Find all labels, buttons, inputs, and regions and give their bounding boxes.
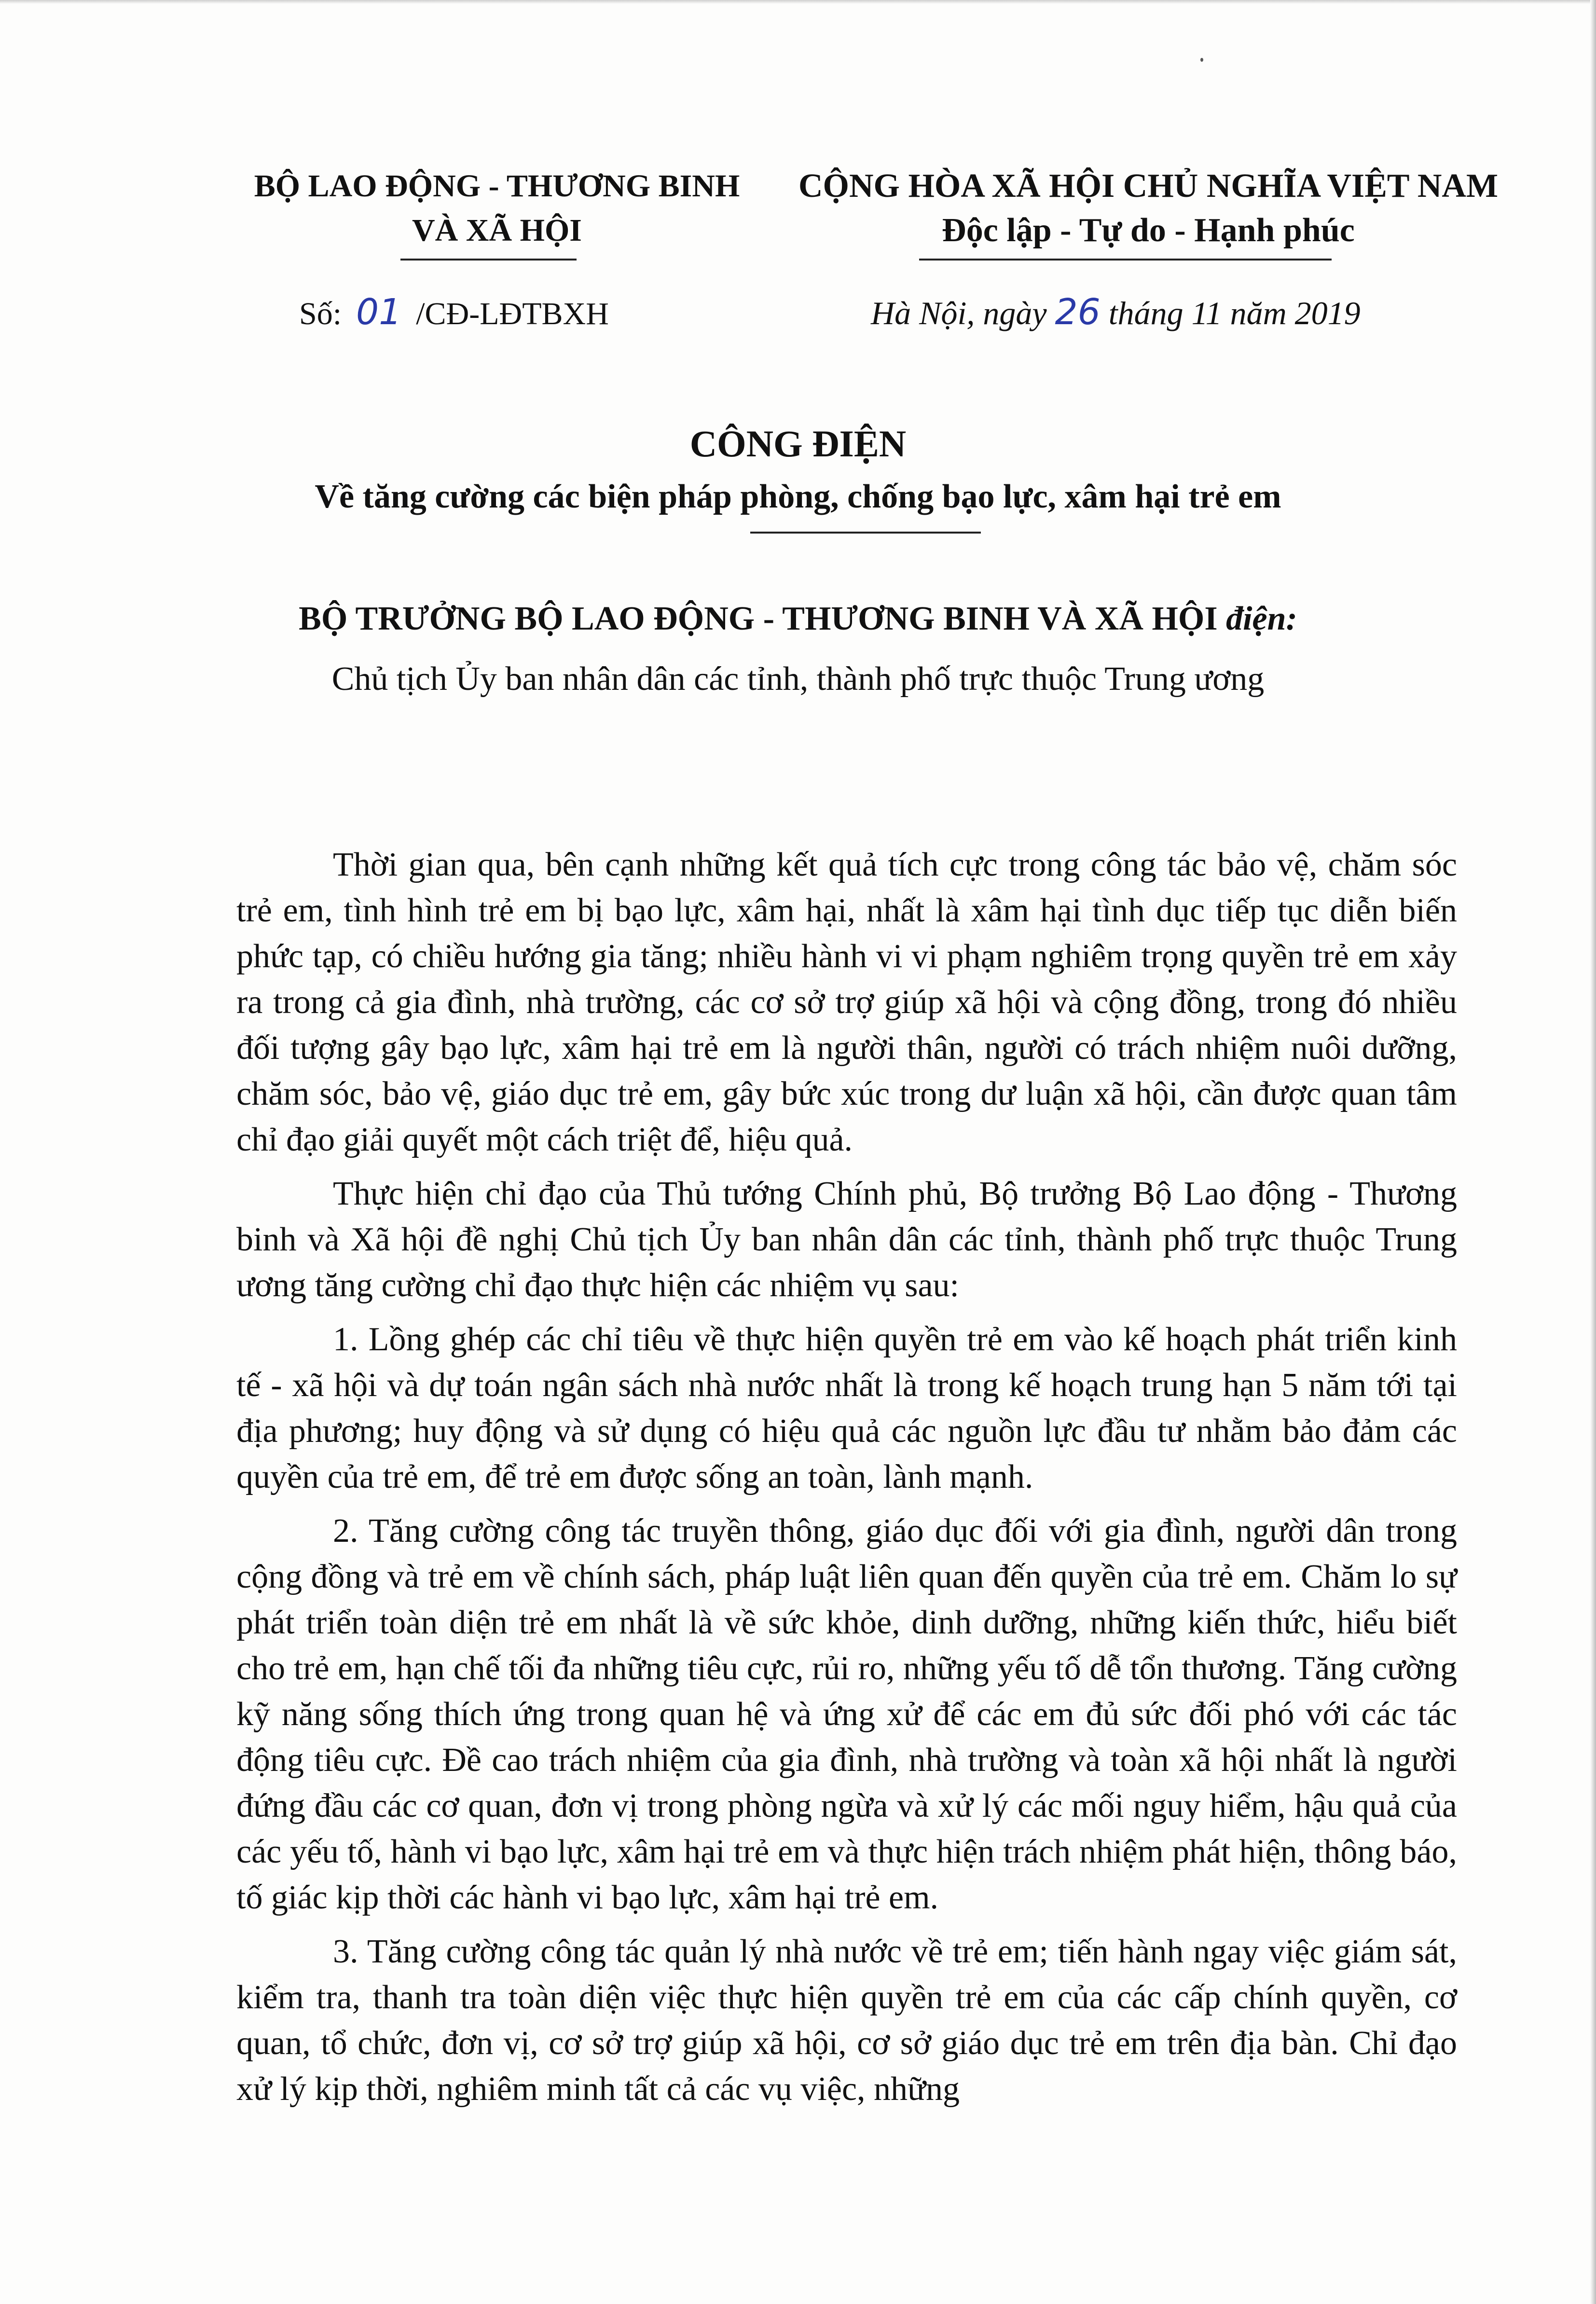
number-prefix: Số: (299, 296, 342, 331)
document-date (871, 291, 1361, 333)
sender-line (0, 596, 1596, 642)
recipient-line: Chủ tịch Ủy ban nhân dân các tỉnh, thành phố trực thuộc Trung ương (331, 660, 1265, 698)
motto-underline (919, 259, 1332, 261)
document-number (299, 291, 609, 333)
agency-line-1: BỘ LAO ĐỘNG - THƯƠNG BINH (254, 168, 740, 204)
document-title: CÔNG ĐIỆN (689, 423, 907, 465)
scan-speck (1200, 58, 1203, 62)
body-paragraph-1: Thời gian qua, bên cạnh những kết quả tích cực trong công tác bảo vệ, chăm sóc trẻ em, tình hình trẻ em bị bạo lực, xâm hại, nhất là xâm hại tình dục tiếp tục diễn biến phức tạp, có chiều hướng gia tăng; nhiều hành vi vi phạm nghiêm trọng quyền trẻ em xảy ra trong cả gia đình, nhà trường, các cơ sở trợ giúp xã hội và cộng đồng, trong đó nhiều đối tượng gây bạo lực, xâm hại trẻ em là người thân, người có trách nhiệm nuôi dưỡng, chăm sóc, bảo vệ, giáo dục trẻ em, gây bức xúc trong dư luận xã hội, cần được quan tâm chỉ đạo giải quyết một cách triệt để, hiệu quả. (236, 846, 1457, 1158)
number-suffix: /CĐ-LĐTBXH (416, 296, 609, 331)
scan-edge-top (0, 0, 1596, 4)
scan-edge-right (1590, 0, 1596, 2304)
number-handwritten: 01 (356, 291, 402, 333)
date-day-handwritten: 26 (1055, 291, 1101, 333)
nation-line-2: Độc lập - Tự do - Hạnh phúc (942, 212, 1355, 249)
date-prefix: Hà Nội, ngày (871, 295, 1047, 331)
nation-line-1: CỘNG HÒA XÃ HỘI CHỦ NGHĨA VIỆT NAM (798, 167, 1499, 205)
date-suffix: tháng 11 năm 2019 (1108, 295, 1361, 331)
body-paragraph-2: Thực hiện chỉ đạo của Thủ tướng Chính phủ, Bộ trưởng Bộ Lao động - Thương binh và Xã hội đề nghị Chủ tịch Ủy ban nhân dân các tỉnh, thành phố trực thuộc Trung ương tăng cường chỉ đạo thực hiện các nhiệm vụ sau: (236, 1175, 1457, 1304)
title-rule (750, 532, 981, 534)
agency-line-2: VÀ XÃ HỘI (412, 213, 582, 248)
body-paragraph-4: 2. Tăng cường công tác truyền thông, giáo dục đối với gia đình, người dân trong cộng đồng và trẻ em về chính sách, pháp luật liên quan đến quyền của trẻ em. Chăm lo sự phát triển toàn diện trẻ em nhất là về sức khỏe, dinh dưỡng, những kiến thức, hiểu biết cho trẻ em, hạn chế tối đa những tiêu cực, rủi ro, những yếu tố dễ tổn thương. Tăng cường kỹ năng sống thích ứng trong quan hệ và ứng xử để các em đủ sức đối phó với các tác động tiêu cực. Đề cao trách nhiệm của gia đình, nhà trường và toàn xã hội nhất là người đứng đầu các cơ quan, đơn vị trong phòng ngừa và xử lý các mối nguy hiểm, hậu quả của các yếu tố, hành vi bạo lực, xâm hại trẻ em và thực hiện trách nhiệm phát hiện, thông báo, tố giác kịp thời các hành vi bạo lực, xâm hại trẻ em. (236, 1512, 1457, 1916)
issuing-agency (193, 164, 801, 253)
sender-suffix: điện: (1226, 600, 1297, 637)
document-subtitle: Về tăng cường các biện pháp phòng, chống bạo lực, xâm hại trẻ em (315, 478, 1281, 515)
document-body (236, 842, 1457, 2120)
body-paragraph-5: 3. Tăng cường công tác quản lý nhà nước về trẻ em; tiến hành ngay việc giám sát, kiểm tra, thanh tra toàn diện việc thực hiện quyền trẻ em của các cấp chính quyền, cơ quan, tổ chức, đơn vị, cơ sở trợ giúp xã hội, cơ sở giáo dục trẻ em trên địa bàn. Chỉ đạo xử lý kịp thời, nghiêm minh tất cả các vụ việc, những (236, 1933, 1457, 2108)
body-paragraph-3: 1. Lồng ghép các chỉ tiêu về thực hiện quyền trẻ em vào kế hoạch phát triển kinh tế - xã hội và dự toán ngân sách nhà nước nhất là trong kế hoạch trung hạn 5 năm tới tại địa phương; huy động và sử dụng có hiệu quả các nguồn lực đầu tư nhằm bảo đảm các quyền của trẻ em, để trẻ em được sống an toàn, lành mạnh. (236, 1321, 1457, 1495)
national-motto (782, 164, 1515, 253)
sender-name: BỘ TRƯỞNG BỘ LAO ĐỘNG - THƯƠNG BINH VÀ XÃ HỘI (299, 600, 1218, 637)
agency-underline (400, 259, 577, 261)
